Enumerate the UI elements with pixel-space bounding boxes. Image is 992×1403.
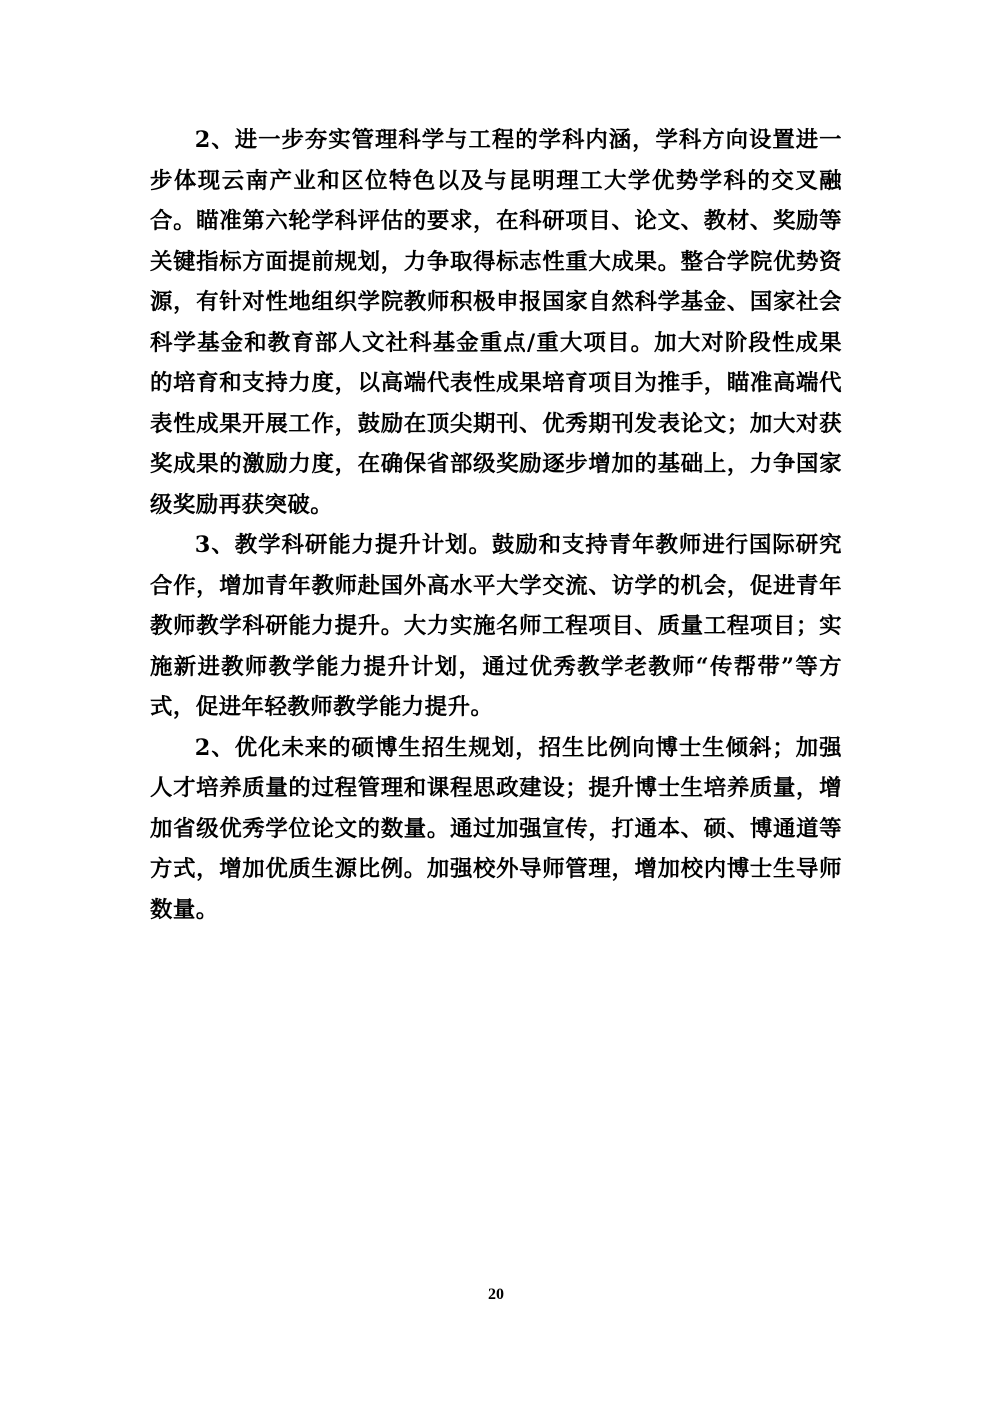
document-body <box>150 120 842 930</box>
paragraph-discipline-development: 2、进一步夯实管理科学与工程的学科内涵，学科方向设置进一步体现云南产业和区位特色以及与昆明理工大学优势学科的交叉融合。瞄准第六轮学科评估的要求，在科研项目、论文、教材、奖励等关键指标方面提前规划，力争取得标志性重大成果。整合学院优势资源，有针对性地组织学院教师积极申报国家自然科学基金、国家社会科学基金和教育部人文社科基金重点/重大项目。加大对阶段性成果的培育和支持力度，以高端代表性成果培育项目为推手，瞄准高端代表性成果开展工作，鼓励在顶尖期刊、优秀期刊发表论文；加大对获奖成果的激励力度，在确保省部级奖励逐步增加的基础上，力争国家级奖励再获突破。 <box>150 127 842 518</box>
paragraph-teaching-research-capacity: 3、教学科研能力提升计划。鼓励和支持青年教师进行国际研究合作，增加青年教师赴国外高水平大学交流、访学的机会，促进青年教师教学科研能力提升。大力实施名师工程项目、质量工程项目；实施新进教师教学能力提升计划，通过优秀教学老教师“传帮带”等方式，促进年轻教师教学能力提升。 <box>150 532 842 720</box>
paragraph-graduate-enrollment: 2、优化未来的硕博生招生规划，招生比例向博士生倾斜；加强人才培养质量的过程管理和课程思政建设；提升博士生培养质量，增加省级优秀学位论文的数量。通过加强宣传，打通本、硕、博通道等方式，增加优质生源比例。加强校外导师管理，增加校内博士生导师数量。 <box>150 734 842 923</box>
page-number: 20 <box>488 1286 504 1303</box>
